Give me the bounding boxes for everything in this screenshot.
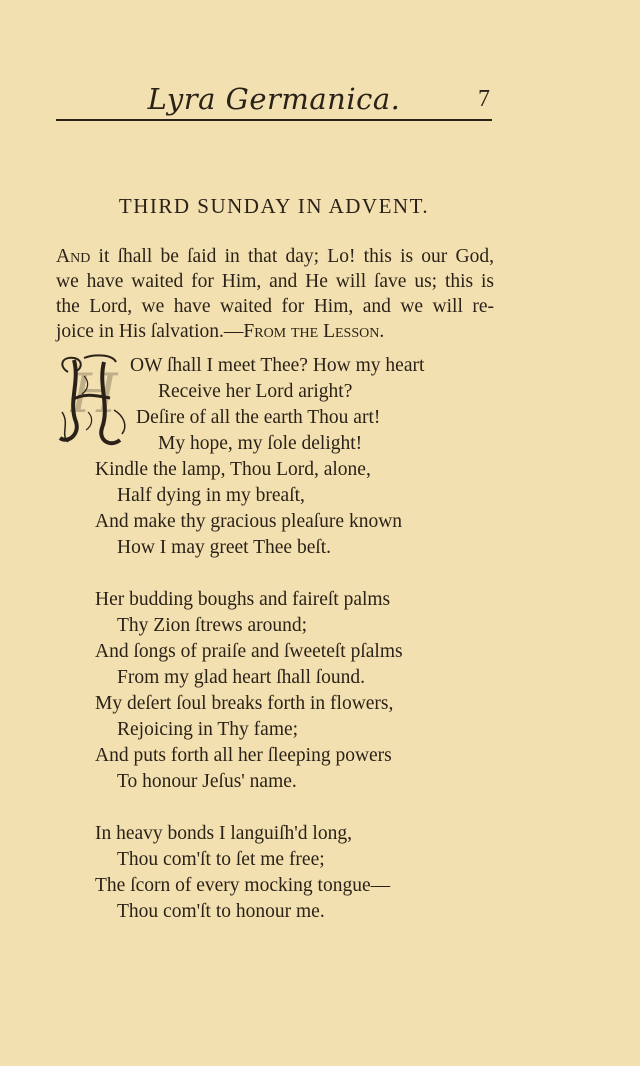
epigraph-line: we have waited for Him, and He will ſave us; this is <box>56 271 494 292</box>
verse-line: How I may greet Thee beſt. <box>117 537 332 558</box>
epigraph-lead-word: And <box>56 246 91 267</box>
header-rule <box>56 119 492 121</box>
verse-line: OW ſhall I meet Thee? How my heart <box>130 355 425 376</box>
verse-line: And puts forth all her ſleeping powers <box>95 745 392 766</box>
verse-line: In heavy bonds I languiſh'd long, <box>95 823 352 844</box>
verse-line: Rejoicing in Thy fame; <box>117 719 299 740</box>
verse-line: Kindle the lamp, Thou Lord, alone, <box>95 459 371 480</box>
verse-line: Her budding boughs and faireſt palms <box>95 589 391 610</box>
epigraph-line <box>56 319 494 344</box>
verse-line: And ſongs of praiſe and ſweeteſt pſalms <box>95 641 403 662</box>
verse-line: My deſert ſoul breaks forth in flowers, <box>95 693 394 714</box>
verse-line: Receive her Lord aright? <box>158 381 353 402</box>
verse-line: Half dying in my breaſt, <box>117 485 305 506</box>
verse-line: And make thy gracious pleaſure known <box>95 511 403 532</box>
verse-line <box>130 353 424 379</box>
verse-line: Thou com'ſt to ſet me free; <box>117 849 325 870</box>
verse-line: From my glad heart ſhall ſound. <box>117 667 366 688</box>
section-title: THIRD SUNDAY IN ADVENT. <box>118 194 430 218</box>
verse-line: To honour Jeſus' name. <box>117 771 297 792</box>
epigraph-line <box>56 244 494 269</box>
epigraph <box>56 244 494 344</box>
verse-line: Thou com'ſt to honour me. <box>117 901 325 922</box>
epigraph-line: the Lord, we have waited for Him, and we will re- <box>56 296 494 317</box>
page-number: 7 <box>478 86 490 112</box>
verse-line: My hope, my ſole delight! <box>158 433 363 454</box>
epigraph-source: From the Lesson. <box>243 321 385 342</box>
epigraph-text: joice in His ſalvation.— <box>56 321 244 342</box>
ornamental-drop-cap <box>54 352 132 450</box>
verse-line: The ſcorn of every mocking tongue— <box>95 875 391 896</box>
verse-line: Deſire of all the earth Thou art! <box>136 407 381 428</box>
verse-line: Thy Zion ſtrews around; <box>117 615 308 636</box>
epigraph-text: it ſhall be ſaid in that day; Lo! this is our God, <box>90 246 494 267</box>
drop-cap-letter: H <box>70 362 118 425</box>
running-title: Lyra Germanica. <box>147 82 401 116</box>
running-head <box>56 78 492 120</box>
